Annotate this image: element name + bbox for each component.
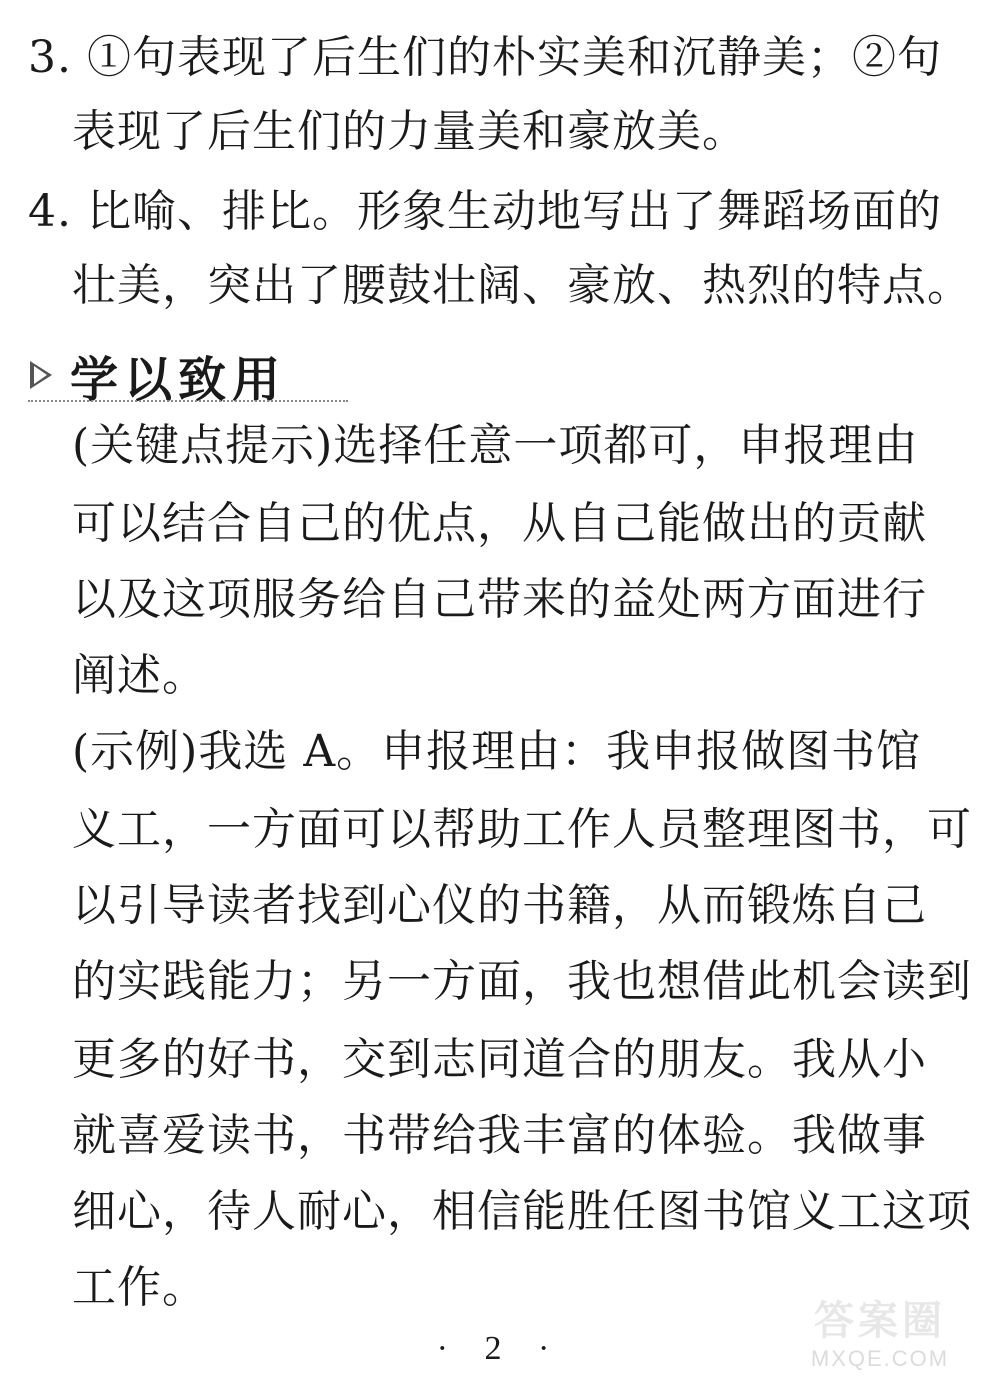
example-line-6: 就喜爱读书，书带给我丰富的体验。我做事 (72, 1110, 927, 1161)
section-title: 学以致用 (70, 351, 287, 408)
answer-3-line-2: 表现了后生们的力量美和豪放美。 (72, 106, 747, 157)
watermark-logo (780, 1289, 980, 1379)
hint-line-2: 可以结合自己的优点，从自己能做出的贡献 (72, 498, 927, 549)
page-number: · 2 · (436, 1330, 564, 1367)
watermark-url: MXQE.COM (810, 1346, 950, 1371)
answer-4-line-2: 壮美，突出了腰鼓壮阔、豪放、热烈的特点。 (72, 260, 972, 311)
example-line-4: 的实践能力；另一方面，我也想借此机会读到 (72, 956, 972, 1007)
example-line-7: 细心，待人耐心，相信能胜任图书馆义工这项 (72, 1186, 972, 1237)
hint-line-3: 以及这项服务给自己带来的益处两方面进行 (72, 574, 927, 625)
answer-3-line-1: 3. ①句表现了后生们的朴实美和沉静美；②句 (28, 32, 942, 83)
triangle-icon (30, 361, 52, 389)
example-line-5: 更多的好书，交到志同道合的朋友。我从小 (72, 1034, 927, 1085)
hint-line-1: (关键点提示)选择任意一项都可，申报理由 (72, 420, 919, 471)
answer-4-line-1: 4. 比喻、排比。形象生动地写出了舞蹈场面的 (28, 186, 942, 237)
section-divider (28, 400, 348, 402)
example-line-8: 工作。 (72, 1262, 207, 1313)
example-line-2: 义工，一方面可以帮助工作人员整理图书，可 (72, 804, 972, 855)
example-line-1: (示例)我选 A。申报理由：我申报做图书馆 (72, 726, 922, 777)
hint-line-4: 阐述。 (72, 650, 207, 701)
example-line-3: 以引导读者找到心仪的书籍，从而锻炼自己 (72, 880, 927, 931)
watermark-title: 答案圈 (814, 1298, 946, 1344)
